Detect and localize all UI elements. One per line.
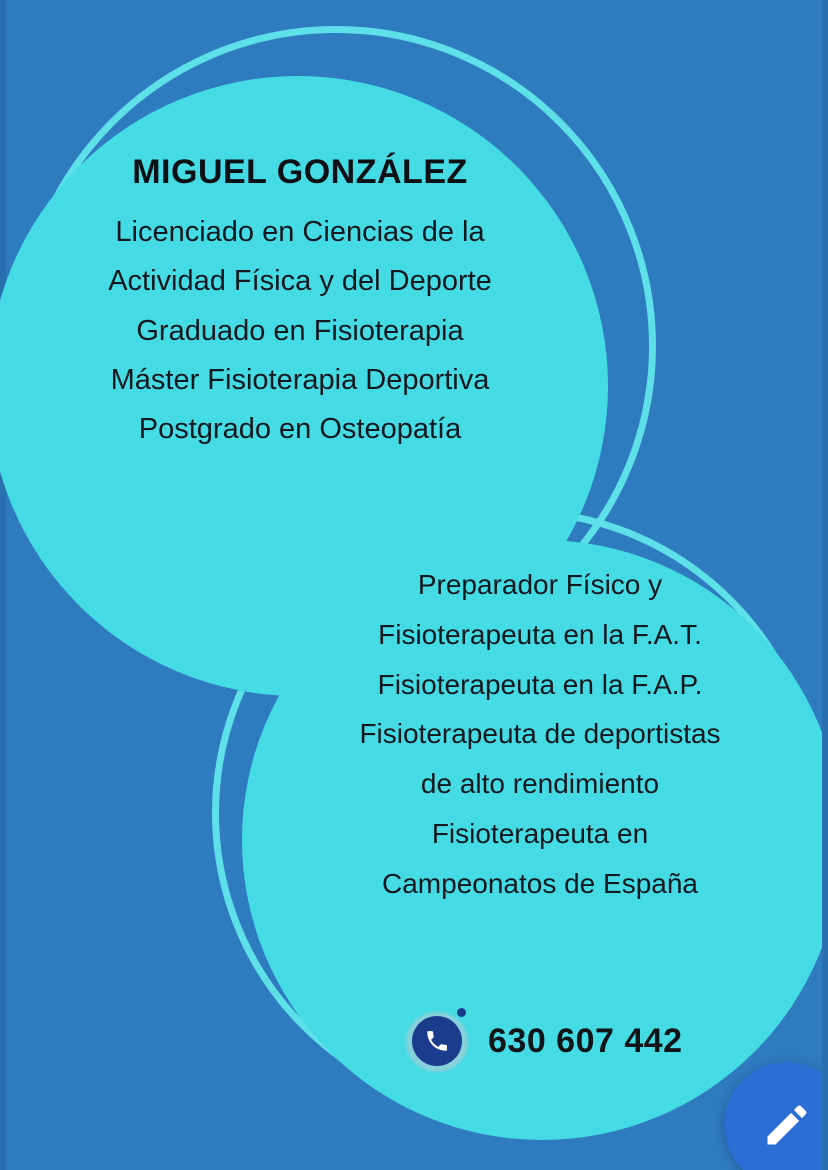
experience-line: Fisioterapeuta en la F.A.T.	[378, 618, 702, 650]
phone-number[interactable]: 630 607 442	[488, 1021, 683, 1060]
page-title: MIGUEL GONZÁLEZ	[132, 153, 468, 191]
qualification-line: Actividad Física y del Deporte	[108, 265, 492, 298]
experience-line: Campeonatos de España	[382, 867, 698, 899]
right-edge-strip	[822, 0, 828, 1170]
qualification-line: Máster Fisioterapia Deportiva	[110, 363, 490, 396]
experience-line: Fisioterapeuta en	[431, 817, 649, 849]
contact-phone-row[interactable]	[404, 1008, 683, 1074]
experience-line: de alto rendimiento	[420, 768, 660, 799]
qualification-line: Licenciado en Ciencias de la	[115, 216, 485, 249]
edit-fab-button[interactable]	[724, 1062, 828, 1170]
experience-block	[250, 560, 828, 908]
experience-line: Fisioterapeuta de deportistas	[359, 718, 721, 750]
phone-icon	[404, 1008, 470, 1074]
experience-line: Fisioterapeuta en la F.A.P.	[377, 668, 703, 700]
qualification-line: Postgrado en Osteopatía	[138, 412, 462, 445]
qualification-line: Graduado en Fisioterapia	[136, 314, 464, 347]
edit-pencil-icon	[761, 1099, 813, 1151]
qualifications-block	[0, 148, 600, 454]
experience-line: Preparador Físico y	[417, 569, 663, 600]
